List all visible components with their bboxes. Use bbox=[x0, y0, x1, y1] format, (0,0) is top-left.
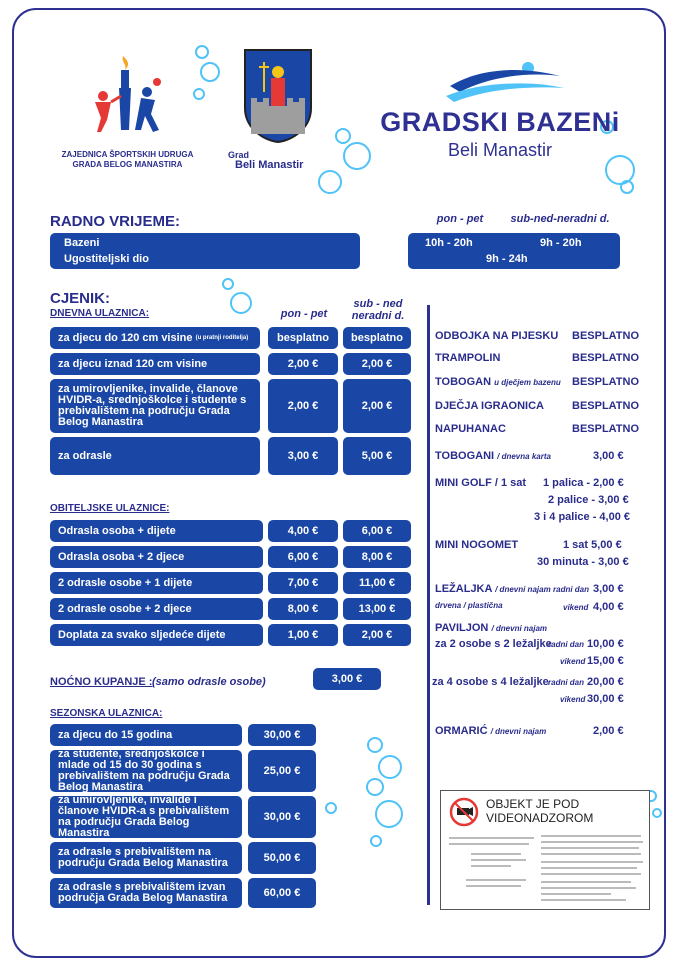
dnevna-price-weekday: 2,00 € bbox=[268, 379, 338, 433]
notice-fine-print bbox=[449, 843, 529, 845]
obiteljske-row-label: Odrasla osoba + 2 djece bbox=[50, 546, 263, 568]
ormaric-price: 2,00 € bbox=[593, 725, 624, 737]
bubble-decoration bbox=[343, 142, 371, 170]
bubble-decoration bbox=[222, 278, 234, 290]
lezaljka-radni-label: radni dan bbox=[553, 585, 590, 594]
rv-bazeni-label: Bazeni bbox=[64, 237, 100, 249]
odbojka-price: BESPLATNO bbox=[572, 330, 640, 342]
bubble-decoration bbox=[230, 292, 252, 314]
rv-ugostiteljski-hours: 9h - 24h bbox=[486, 253, 528, 265]
tobogani-label: TOBOGANI / dnevna karta bbox=[435, 450, 551, 462]
nocno-title: NOĆNO KUPANJE : bbox=[50, 676, 153, 688]
sezonska-row-label: za djecu do 15 godina bbox=[50, 724, 242, 746]
rv-bazeni-weekday: 10h - 20h bbox=[425, 237, 473, 249]
bubble-decoration bbox=[193, 88, 205, 100]
minigolf-price-3: 3 i 4 palice - 4,00 € bbox=[534, 511, 631, 523]
dnevna-price-weekend: besplatno bbox=[343, 327, 411, 349]
sezonska-price: 50,00 € bbox=[248, 842, 316, 874]
notice-fine-print bbox=[471, 865, 511, 867]
dnevna-row-label: za umirovljenike, invalide, članove HVIDR-a, srednjoškolce i studente s prebivalištem na području Grada Belog Manastira bbox=[50, 379, 260, 433]
dnevna-price-weekend: 2,00 € bbox=[343, 353, 411, 375]
bubble-decoration bbox=[367, 737, 383, 753]
notice-fine-print bbox=[541, 887, 636, 889]
zsu-text: ZAJEDNICA ŠPORTSKIH UDRUGA GRADA BELOG MANASTIRA bbox=[61, 150, 194, 169]
radno-vrijeme-title: RADNO VRIJEME: bbox=[50, 213, 181, 230]
notice-title-2: VIDEONADZOROM bbox=[486, 811, 594, 825]
rv-head-weekend: sub-ned-neradni d. bbox=[510, 213, 610, 225]
nocno-note: (samo odrasle osobe) bbox=[152, 676, 266, 688]
notice-fine-print bbox=[449, 837, 534, 839]
obiteljske-price-weekend: 6,00 € bbox=[343, 520, 411, 542]
obiteljske-row-label: 2 odrasle osobe + 1 dijete bbox=[50, 572, 263, 594]
obiteljske-price-weekday: 1,00 € bbox=[268, 624, 338, 646]
notice-fine-print bbox=[541, 861, 643, 863]
minigolf-price-1: 1 palica - 2,00 € bbox=[543, 477, 624, 489]
dnevna-row-label: za djecu iznad 120 cm visine bbox=[50, 353, 260, 375]
obiteljske-title: OBITELJSKE ULAZNICE: bbox=[50, 503, 170, 514]
dnevna-price-weekday: 2,00 € bbox=[268, 353, 338, 375]
napuhanac-price: BESPLATNO bbox=[572, 423, 640, 435]
bubble-decoration bbox=[195, 45, 209, 59]
obiteljske-price-weekday: 8,00 € bbox=[268, 598, 338, 620]
column-divider bbox=[427, 305, 430, 905]
rv-head-weekday: pon - pet bbox=[436, 213, 484, 225]
sezonska-row-label: za umirovljenike, invalide i članove HVIDR-a s prebivalištem na području Grada Belog Manastira bbox=[50, 796, 242, 838]
obiteljske-row-label: 2 odrasle osobe + 2 djece bbox=[50, 598, 263, 620]
cj-head-weekend: sub - ned neradni d. bbox=[351, 298, 405, 322]
sezonska-price: 30,00 € bbox=[248, 724, 316, 746]
rv-ugostiteljski-label: Ugostiteljski dio bbox=[64, 253, 149, 265]
odbojka-label: ODBOJKA NA PIJESKU bbox=[435, 330, 559, 342]
bubble-decoration bbox=[378, 755, 402, 779]
obiteljske-row-label: Odrasla osoba + dijete bbox=[50, 520, 263, 542]
cjenik-title: CJENIK: bbox=[50, 290, 111, 307]
obiteljske-price-weekend: 13,00 € bbox=[343, 598, 411, 620]
bubble-decoration bbox=[620, 180, 634, 194]
sezonska-row-label: za odrasle s prebivalištem izvan područja Grada Belog Manastira bbox=[50, 878, 242, 908]
lezaljka-vikend-label: vikend bbox=[563, 603, 589, 612]
sezonska-row-label: za studente, srednjoškolce i mlade od 15 do 30 godina s prebivalištem na području Grada Belog Manastira bbox=[50, 750, 242, 792]
notice-fine-print bbox=[541, 867, 637, 869]
videonadzor-notice bbox=[440, 790, 650, 910]
notice-fine-print bbox=[541, 873, 641, 875]
paviljon-a-radni-price: 10,00 € bbox=[587, 638, 624, 650]
paviljon-a-label: za 2 osobe s 2 ležaljke bbox=[435, 638, 552, 650]
bubble-decoration bbox=[370, 835, 382, 847]
bubble-decoration bbox=[375, 800, 403, 828]
sezonska-price: 60,00 € bbox=[248, 878, 316, 908]
ormaric-label: ORMARIĆ / dnevni najam bbox=[435, 725, 547, 737]
nocno-price: 3,00 € bbox=[313, 668, 381, 690]
bubble-decoration bbox=[366, 778, 384, 796]
notice-fine-print bbox=[541, 899, 626, 901]
notice-fine-print bbox=[471, 859, 526, 861]
brand-subtitle: Beli Manastir bbox=[447, 140, 553, 160]
notice-fine-print bbox=[541, 893, 611, 895]
tobogan-price: BESPLATNO bbox=[572, 376, 640, 388]
minigolf-price-2: 2 palice - 3,00 € bbox=[548, 494, 629, 506]
coat-of-arms-icon bbox=[243, 48, 313, 143]
swimmer-logo-icon bbox=[440, 58, 570, 104]
brand-title: GRADSKI BAZENi bbox=[380, 107, 620, 137]
obiteljske-price-weekday: 6,00 € bbox=[268, 546, 338, 568]
igraonica-label: DJEČJA IGRAONICA bbox=[435, 400, 544, 412]
sezonska-price: 30,00 € bbox=[248, 796, 316, 838]
napuhanac-label: NAPUHANAC bbox=[435, 423, 506, 435]
mininogomet-label: MINI NOGOMET bbox=[435, 539, 519, 551]
paviljon-b-radni-label: radni dan bbox=[548, 678, 585, 687]
bubble-decoration bbox=[652, 808, 662, 818]
obiteljske-price-weekday: 4,00 € bbox=[268, 520, 338, 542]
igraonica-price: BESPLATNO bbox=[572, 400, 640, 412]
camera-icon bbox=[449, 797, 479, 827]
lezaljka-label: LEŽALJKA / dnevni najam bbox=[435, 583, 551, 595]
paviljon-b-vikend-price: 30,00 € bbox=[587, 693, 624, 705]
notice-fine-print bbox=[471, 853, 521, 855]
obiteljske-price-weekend: 8,00 € bbox=[343, 546, 411, 568]
sezonska-title: SEZONSKA ULAZNICA: bbox=[50, 708, 163, 719]
notice-fine-print bbox=[466, 885, 521, 887]
dnevna-row-label: za odrasle bbox=[50, 437, 260, 475]
dnevna-row-label: za djecu do 120 cm visine (u pratnji roditelja) bbox=[50, 327, 260, 349]
notice-fine-print bbox=[541, 841, 643, 843]
notice-fine-print bbox=[541, 853, 641, 855]
rv-labels-box bbox=[50, 233, 360, 269]
rv-bazeni-weekend: 9h - 20h bbox=[540, 237, 582, 249]
grad-name: Beli Manastir bbox=[235, 159, 304, 171]
sezonska-row-label: za odrasle s prebivalištem na području Grada Belog Manastira bbox=[50, 842, 242, 874]
paviljon-a-radni-label: radni dan bbox=[548, 640, 585, 649]
notice-fine-print bbox=[541, 835, 641, 837]
tobogan-label: TOBOGAN u dječjem bazenu bbox=[435, 376, 561, 388]
obiteljske-row-label: Doplata za svako sljedeće dijete bbox=[50, 624, 263, 646]
dnevna-price-weekday: besplatno bbox=[268, 327, 338, 349]
notice-fine-print bbox=[466, 879, 526, 881]
notice-fine-print bbox=[541, 881, 631, 883]
obiteljske-price-weekend: 2,00 € bbox=[343, 624, 411, 646]
trampolin-label: TRAMPOLIN bbox=[435, 352, 501, 364]
bubble-decoration bbox=[335, 128, 351, 144]
grad-label: Grad bbox=[228, 150, 250, 160]
paviljon-b-radni-price: 20,00 € bbox=[587, 676, 624, 688]
minigolf-label: MINI GOLF / 1 sat bbox=[435, 477, 527, 489]
paviljon-label: PAVILJON / dnevni najam bbox=[435, 622, 548, 634]
lezaljka-vikend-price: 4,00 € bbox=[593, 601, 624, 613]
paviljon-a-vikend-label: vikend bbox=[560, 657, 586, 666]
notice-title-1: OBJEKT JE POD bbox=[486, 797, 580, 811]
paviljon-b-label: za 4 osobe s 4 ležaljke bbox=[432, 676, 549, 688]
dnevna-price-weekday: 3,00 € bbox=[268, 437, 338, 475]
obiteljske-price-weekday: 7,00 € bbox=[268, 572, 338, 594]
cj-head-weekday: pon - pet bbox=[280, 308, 328, 320]
trampolin-price: BESPLATNO bbox=[572, 352, 640, 364]
bubble-decoration bbox=[325, 802, 337, 814]
mininogomet-price-1: 1 sat 5,00 € bbox=[563, 539, 622, 551]
tobogani-price: 3,00 € bbox=[593, 450, 624, 462]
dnevna-price-weekend: 5,00 € bbox=[343, 437, 411, 475]
notice-fine-print bbox=[541, 847, 639, 849]
obiteljske-price-weekend: 11,00 € bbox=[343, 572, 411, 594]
mininogomet-price-2: 30 minuta - 3,00 € bbox=[537, 556, 629, 568]
paviljon-a-vikend-price: 15,00 € bbox=[587, 655, 624, 667]
lezaljka-material: drvena / plastična bbox=[435, 601, 503, 610]
dnevna-price-weekend: 2,00 € bbox=[343, 379, 411, 433]
sezonska-price: 25,00 € bbox=[248, 750, 316, 792]
paviljon-b-vikend-label: vikend bbox=[560, 695, 586, 704]
bubble-decoration bbox=[200, 62, 220, 82]
zsu-logo-icon bbox=[85, 52, 165, 144]
bubble-decoration bbox=[318, 170, 342, 194]
dnevna-title: DNEVNA ULAZNICA: bbox=[50, 308, 150, 319]
lezaljka-radni-price: 3,00 € bbox=[593, 583, 624, 595]
